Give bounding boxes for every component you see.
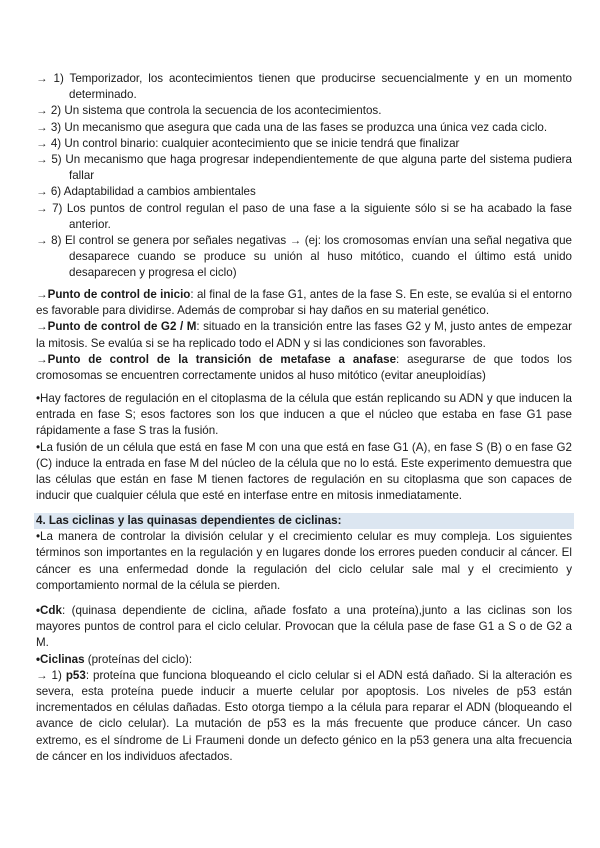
list-item: → 4) Un control binario: cualquier acontecimiento que se inicie tendrá que finalizar xyxy=(36,136,460,150)
checkpoint-title: →Punto de control de inicio xyxy=(36,288,191,301)
cdk-section xyxy=(36,603,572,765)
section-paragraph: •La manera de controlar la división celular y el crecimiento celular es muy compleja. Los siguientes términos son importantes en la regulación y en lugares donde los errores pueden conducir al cáncer. El cáncer es una enfermedad donde la regulación del ciclo celular sale mal y el crecimiento y comportamiento normal de la célula se pierden. xyxy=(36,530,572,592)
list-item: → 3) Un mecanismo que asegura que cada una de las fases se produzca una única vez cada ciclo. xyxy=(36,120,548,134)
checkpoint-paragraph: →Punto de control de inicio: al final de la fase G1, antes de la fase S. En este, se evalúa si el entorno es favorable para dividirse. Además de comprobar si hay daños en su material genético. xyxy=(36,288,572,318)
arrow-icon: → xyxy=(36,185,48,199)
arrow-icon: → xyxy=(36,120,48,134)
section-heading: 4. Las ciclinas y las quinasas dependientes de ciclinas: xyxy=(34,513,574,529)
list-item: → 5) Un mecanismo que haga progresar independientemente de que alguna parte del sistema pudiera fallar xyxy=(36,153,572,183)
section-4 xyxy=(36,513,572,594)
ciclinas-paragraph: •Ciclinas (proteínas del ciclo): xyxy=(36,652,193,666)
checkpoints-section xyxy=(36,287,572,384)
factor-paragraph: •La fusión de un célula que está en fase M con una que está en fase G1 (A), en fase S (B) o en fase G2 (C) induce la entrada en fase M del núcleo de la célula que no lo está. Este experimento demuestra que las células que están en fase M tienen factores de regulación en su citoplasma que son capaces de inducir que cualquier célula que esté en interfase entre en mitosis inmediatamente. xyxy=(36,440,572,503)
checkpoint-paragraph: →Punto de control de G2 / M: situado en la transición entre las fases G2 y M, justo antes de empezar la mitosis. Se evalúa si se ha replicado todo el ADN y si las condiciones son favorables. xyxy=(36,320,572,350)
p53-paragraph: → 1) p53: proteína que funciona bloqueando el ciclo celular si el ADN está dañado. Si la alteración es severa, esta proteína puede inducir a muerte celular por apoptosis. Los niveles de p53 están incrementados en células dañadas. Esto otorga tiempo a la célula para reparar el ADN (bloqueando el avance de ciclo celular). La mutación de p53 es la más frecuente que produce cáncer. Un caso extremo, es el síndrome de Li Fraumeni donde un defecto génico en la p53 genera una alta frecuencia de cáncer en los individuos afectados. xyxy=(36,668,572,763)
list-item: → 2) Un sistema que controla la secuencia de los acontecimientos. xyxy=(36,104,382,118)
cdk-paragraph: •Cdk: (quinasa dependiente de ciclina, añade fosfato a una proteína),junto a las ciclinas son los mayores puntos de control para el ciclo celular. Provocan que la célula pase de fase G1 a S o de G2 a M. xyxy=(36,604,572,650)
list-item: → 6) Adaptabilidad a cambios ambientales xyxy=(36,185,256,199)
list-item: → 8) El control se genera por señales negativas → (ej: los cromosomas envían una señal negativa que desaparece cuando se produce su unión al huso mitótico, cuando el último está unido desaparecen y progresa el ciclo) xyxy=(36,234,572,280)
cdk-title: •Cdk xyxy=(36,604,62,617)
arrow-icon: → xyxy=(36,153,48,167)
arrow-icon: → xyxy=(36,136,48,150)
arrow-icon: → xyxy=(36,201,48,215)
arrow-icon: → xyxy=(36,234,48,248)
checkpoint-title: →Punto de control de G2 / M xyxy=(36,320,197,334)
p53-title: p53 xyxy=(65,668,86,682)
arrow-icon: → xyxy=(36,104,48,118)
list-item: → 7) Los puntos de control regulan el paso de una fase a la siguiente sólo si se ha acabado la fase anterior. xyxy=(36,201,572,231)
list-item: → 1) Temporizador, los acontecimientos tienen que producirse secuencialmente y en un momento determinado. xyxy=(36,72,572,102)
ciclinas-title: •Ciclinas xyxy=(36,652,85,666)
checkpoint-title: →Punto de control de la transición de metafase a anafase xyxy=(36,352,397,366)
factor-paragraph: •Hay factores de regulación en el citoplasma de la célula que están replicando su ADN y que inducen la entrada en fase S; esos factores son los que inducen a que el núcleo que estaba en fase G1 pase rápidamente a fase S tras la fusión. xyxy=(36,392,572,438)
factors-section xyxy=(36,391,572,504)
arrow-icon: → xyxy=(36,72,48,85)
mechanism-list xyxy=(36,71,572,282)
checkpoint-paragraph: →Punto de control de la transición de metafase a anafase: asegurarse de que todos los cromosomas se encuentren correctamente unidos al huso mitótico (evitar aneuploidías) xyxy=(36,352,572,383)
